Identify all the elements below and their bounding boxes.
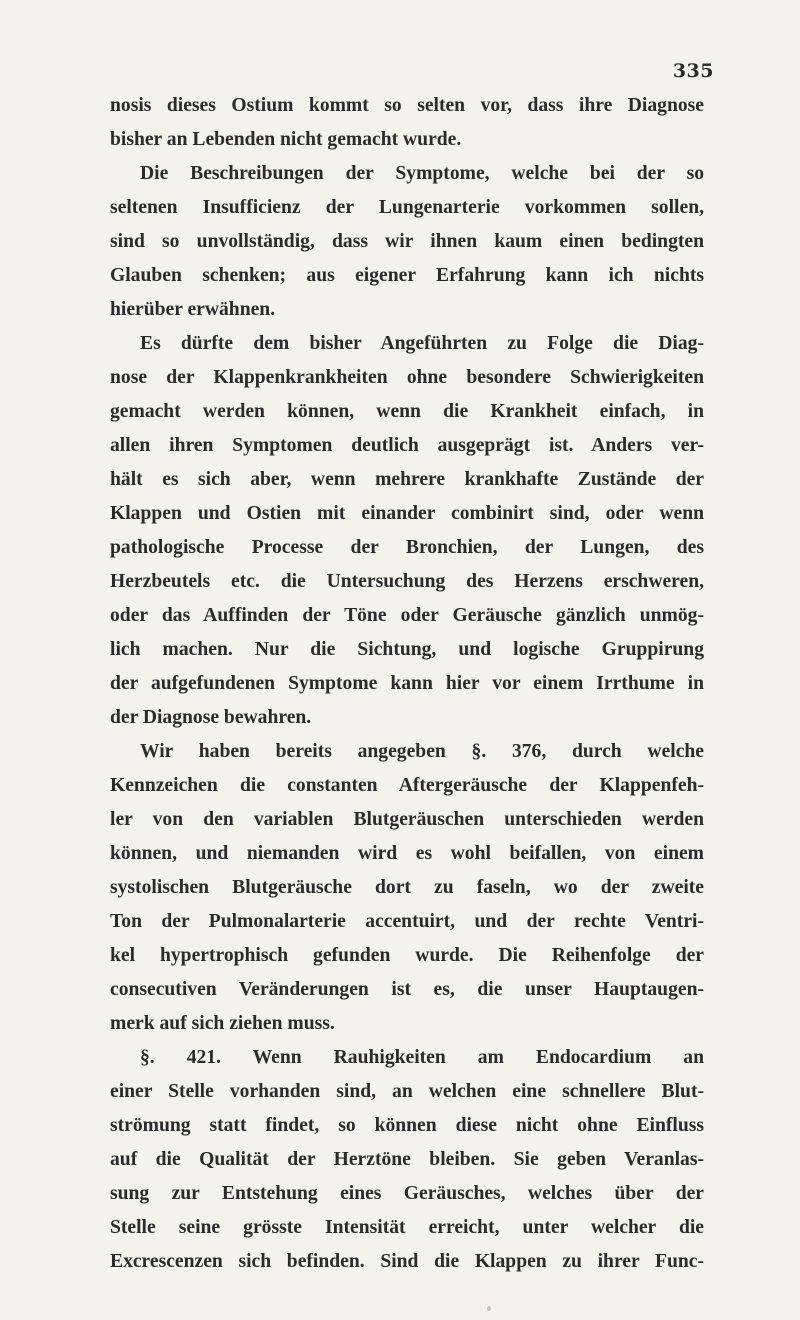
text-line: ler von den variablen Blutgeräuschen unterschieden werden bbox=[110, 809, 704, 830]
text-line: Kennzeichen die constanten Aftergeräusche der Klappenfeh- bbox=[110, 775, 704, 796]
text-line: der aufgefundenen Symptome kann hier vor einem Irrthume in bbox=[110, 673, 704, 694]
text-line: können, und niemanden wird es wohl beifallen, von einem bbox=[110, 843, 704, 864]
text-line: merk auf sich ziehen muss. bbox=[110, 1013, 335, 1034]
paper-speck bbox=[487, 1306, 491, 1311]
text-line: pathologische Processe der Bronchien, der Lungen, des bbox=[110, 537, 704, 558]
text-line: Klappen und Ostien mit einander combinirt sind, oder wenn bbox=[110, 503, 704, 524]
text-line: einer Stelle vorhanden sind, an welchen eine schnellere Blut- bbox=[110, 1081, 704, 1102]
text-line: systolischen Blutgeräusche dort zu faseln, wo der zweite bbox=[110, 877, 704, 898]
page-number: 335 bbox=[672, 60, 714, 82]
text-line: gemacht werden können, wenn die Krankheit einfach, in bbox=[110, 401, 704, 422]
text-line: oder das Auffinden der Töne oder Geräusche gänzlich unmög- bbox=[110, 605, 704, 626]
text-line: allen ihren Symptomen deutlich ausgeprägt ist. Anders ver- bbox=[110, 435, 704, 456]
text-line: Es dürfte dem bisher Angeführten zu Folge die Diag- bbox=[140, 333, 704, 354]
text-line: der Diagnose bewahren. bbox=[110, 707, 312, 728]
text-line: auf die Qualität der Herztöne bleiben. Sie geben Veranlas- bbox=[110, 1149, 704, 1170]
text-line: hält es sich aber, wenn mehrere krankhafte Zustände der bbox=[110, 469, 704, 490]
text-line: kel hypertrophisch gefunden wurde. Die Reihenfolge der bbox=[110, 945, 704, 966]
text-line: sung zur Entstehung eines Geräusches, welches über der bbox=[110, 1183, 704, 1204]
text-line: nosis dieses Ostium kommt so selten vor, dass ihre Diagnose bbox=[110, 95, 704, 116]
text-line: Ton der Pulmonalarterie accentuirt, und der rechte Ventri- bbox=[110, 911, 704, 932]
text-line: Glauben schenken; aus eigener Erfahrung kann ich nichts bbox=[110, 265, 704, 286]
text-line: Herzbeutels etc. die Untersuchung des Herzens erschweren, bbox=[110, 571, 704, 592]
text-line: consecutiven Veränderungen ist es, die unser Hauptaugen- bbox=[110, 979, 704, 1000]
body-text bbox=[110, 89, 704, 1279]
text-line: Stelle seine grösste Intensität erreicht, unter welcher die bbox=[110, 1217, 704, 1238]
text-line: bisher an Lebenden nicht gemacht wurde. bbox=[110, 129, 462, 150]
text-line: seltenen Insufficienz der Lungenarterie vorkommen sollen, bbox=[110, 197, 704, 218]
text-line: strömung statt findet, so können diese nicht ohne Einfluss bbox=[110, 1115, 704, 1136]
text-line: hierüber erwähnen. bbox=[110, 299, 276, 320]
text-line: lich machen. Nur die Sichtung, und logische Gruppirung bbox=[110, 639, 704, 660]
text-line: Die Beschreibungen der Symptome, welche bei der so bbox=[140, 163, 704, 184]
text-line: §. 421. Wenn Rauhigkeiten am Endocardium an bbox=[140, 1047, 704, 1068]
text-line: Excrescenzen sich befinden. Sind die Klappen zu ihrer Func- bbox=[110, 1251, 704, 1272]
text-line: sind so unvollständig, dass wir ihnen kaum einen bedingten bbox=[110, 231, 704, 252]
text-line: nose der Klappenkrankheiten ohne besondere Schwierigkeiten bbox=[110, 367, 704, 388]
text-line: Wir haben bereits angegeben §. 376, durch welche bbox=[140, 741, 704, 762]
